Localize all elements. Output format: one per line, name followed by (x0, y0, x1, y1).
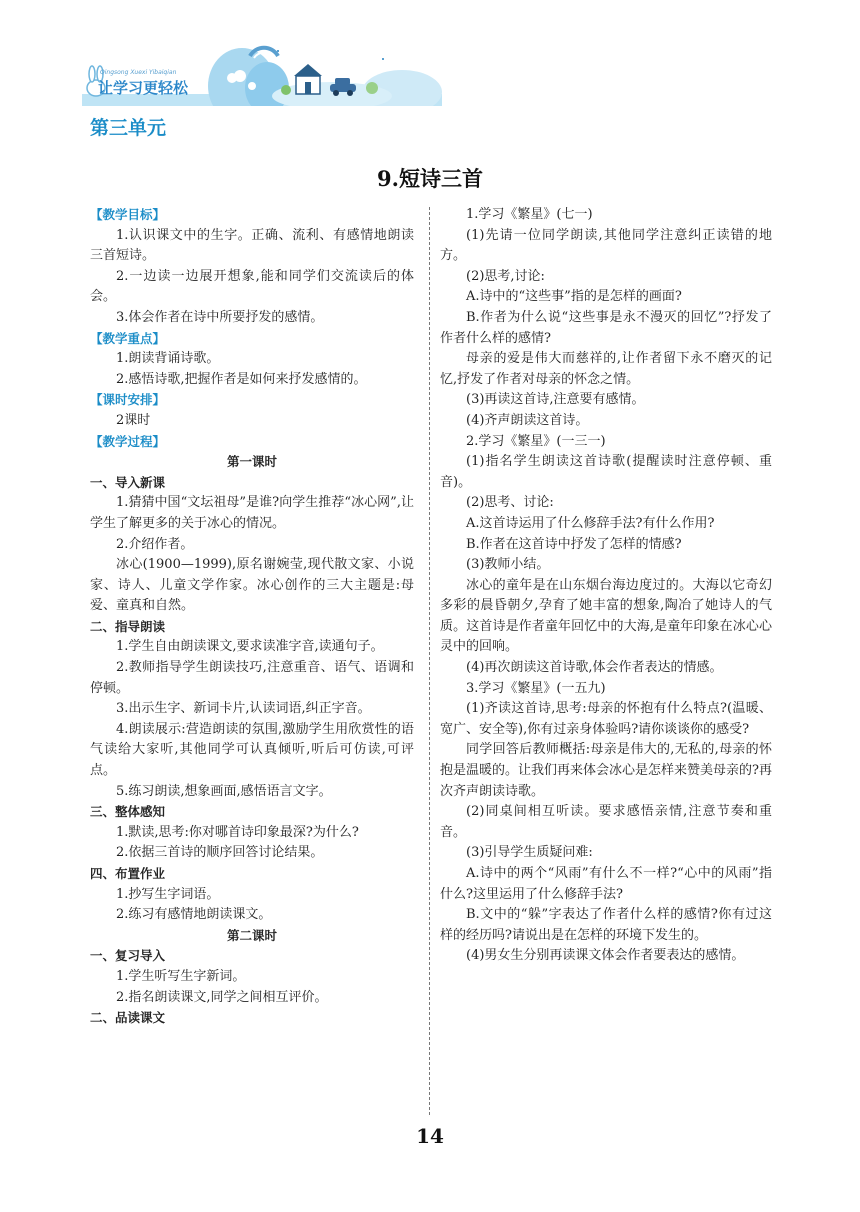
right-column (440, 205, 772, 967)
paragraph: 2.指名朗读课文,同学之间相互评价。 (116, 989, 328, 1005)
section-heading: 第一课时 (226, 454, 277, 470)
section-tag: 【教学重点】 (90, 330, 166, 346)
section-heading: 三、整体感知 (90, 804, 166, 820)
paragraph: (4)男女生分别再读课文体会作者要表达的感情。 (466, 948, 745, 964)
section-tag: 【课时安排】 (90, 392, 166, 408)
section-heading: 二、品读课文 (90, 1010, 166, 1026)
paragraph: 2.学习《繁星》(一三一) (466, 433, 606, 449)
paragraph: 2.感悟诗歌,把握作者是如何来抒发感情的。 (116, 371, 367, 387)
paragraph: 1.学生自由朗读课文,要求读准字音,读通句子。 (116, 639, 384, 655)
unit-heading: 第三单元 (90, 117, 167, 139)
column-divider (429, 207, 430, 1115)
paragraph: (3)再读这首诗,注意要有感情。 (466, 392, 645, 408)
section-heading: 一、导入新课 (90, 474, 166, 490)
section-heading: 一、复习导入 (90, 948, 166, 964)
paragraph: 2.一边读一边展开想象,能和同学们交流读后的体会。 (90, 268, 414, 305)
paragraph: 3.出示生字、新词卡片,认读词语,纠正字音。 (116, 701, 371, 717)
paragraph: 3.学习《繁星》(一五九) (466, 680, 606, 696)
section-tag: 【教学过程】 (90, 433, 166, 449)
paragraph: (2)思考、讨论: (466, 495, 554, 511)
paragraph: 冰心的童年是在山东烟台海边度过的。大海以它奇幻多彩的晨昏朝夕,孕育了她丰富的想象,陶冶了她诗人的气质。这首诗是作者童年回忆中的大海,是童年印象在冰心心灵中的回响。 (440, 577, 772, 655)
section-heading: 第二课时 (226, 927, 277, 943)
paragraph: 1.朗读背诵诗歌。 (116, 351, 220, 367)
paragraph: (1)指名学生朗读这首诗歌(提醒读时注意停顿、重音)。 (440, 454, 772, 490)
paragraph: B.文中的“躲”字表达了作者什么样的感情?你有过这样的经历吗?请说出是在怎样的环境下发生的。 (440, 907, 772, 943)
paragraph: 2.依据三首诗的顺序回答讨论结果。 (116, 845, 324, 861)
paragraph: 冰心(1900—1999),原名谢婉莹,现代散文家、小说家、诗人、儿童文学作家。冰心创作的三大主题是:母爱、童真和自然。 (90, 557, 414, 614)
paragraph: 1.学习《繁星》(七一) (466, 207, 593, 222)
paragraph: 2.介绍作者。 (116, 536, 194, 552)
paragraph: (4)再次朗读这首诗歌,体会作者表达的情感。 (466, 660, 723, 676)
paragraph: (3)引导学生质疑问难: (466, 845, 593, 861)
paragraph: 2课时 (116, 412, 151, 428)
paragraph: (2)同桌间相互听读。要求感悟亲情,注意节奏和重音。 (440, 804, 772, 840)
paragraph: B.作者在这首诗中抒发了怎样的情感? (466, 536, 682, 552)
paragraph: 1.学生听写生字新词。 (116, 968, 246, 984)
lesson-title: 9.短诗三首 (377, 166, 483, 191)
left-column (90, 205, 414, 1029)
paragraph: 2.练习有感情地朗读课文。 (116, 907, 272, 923)
paragraph: (3)教师小结。 (466, 557, 550, 573)
paragraph: 1.猜猜中国“文坛祖母”是谁?向学生推荐“冰心网”,让学生了解更多的关于冰心的情况。 (90, 495, 414, 531)
house-icon (294, 64, 322, 94)
paragraph: (1)先请一位同学朗读,其他同学注意纠正读错的地方。 (440, 227, 772, 264)
paragraph: (1)齐读这首诗,思考:母亲的怀抱有什么特点?(温暖、宽广、安全等),你有过亲身体验吗?请你谈谈你的感受? (440, 701, 772, 737)
paragraph: 1.默读,思考:你对哪首诗印象最深?为什么? (116, 824, 359, 840)
paragraph: 1.抄写生字词语。 (116, 886, 220, 902)
paragraph: 同学回答后教师概括:母亲是伟大的,无私的,母亲的怀抱是温暖的。让我们再来体会冰心是怎样来赞美母亲的?再次齐声朗读诗歌。 (440, 742, 772, 799)
paragraph: 4.朗读展示:营造朗读的氛围,激励学生用欣赏性的语气读给大家听,其他同学可认真倾听,听后可仿读,可评点。 (90, 721, 414, 779)
logo-text: 让学习更轻松 (98, 79, 189, 97)
paragraph: 2.教师指导学生朗读技巧,注意重音、语气、语调和停顿。 (90, 660, 414, 696)
section-tag: 【教学目标】 (90, 207, 166, 222)
paragraph: 母亲的爱是伟大而慈祥的,让作者留下永不磨灭的记忆,抒发了作者对母亲的怀念之情。 (440, 351, 772, 387)
paragraph: A.诗中的两个“风雨”有什么不一样?“心中的风雨”指什么?这里运用了什么修辞手法? (440, 866, 772, 902)
paragraph: 3.体会作者在诗中所要抒发的感情。 (116, 309, 324, 325)
section-heading: 二、指导朗读 (90, 618, 166, 634)
paragraph: 1.认识课文中的生字。正确、流利、有感情地朗读三首短诗。 (90, 227, 414, 264)
page-number: 14 (416, 1124, 444, 1148)
section-heading: 四、布置作业 (90, 866, 166, 881)
paragraph: 5.练习朗读,想象画面,感悟语言文字。 (116, 783, 332, 799)
paragraph: A.这首诗运用了什么修辞手法?有什么作用? (466, 515, 715, 531)
logo-subtitle: Qingsong Xuexi Yibaiqian (100, 69, 177, 76)
paragraph: (2)思考,讨论: (466, 268, 545, 284)
paragraph: (4)齐声朗读这首诗。 (466, 412, 589, 428)
paragraph: A.诗中的“这些事”指的是怎样的画面? (466, 289, 682, 305)
paragraph: B.作者为什么说“这些事是永不漫灭的回忆”?抒发了作者什么样的感情? (440, 309, 772, 346)
